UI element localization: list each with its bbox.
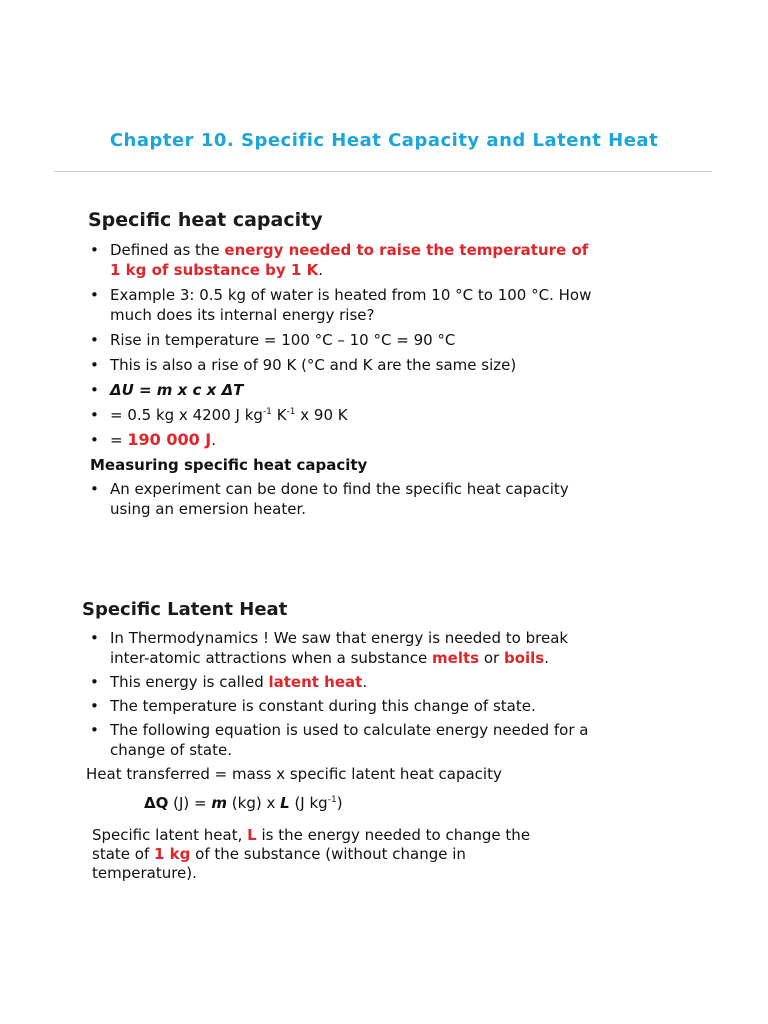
bullet-example: • Example 3: 0.5 kg of water is heated from 10 °C to 100 °C. How much does its internal energy rise? <box>82 285 602 325</box>
bullet-list <box>82 628 602 760</box>
title-divider <box>54 171 712 172</box>
section-heading: Specific Latent Heat <box>82 599 288 620</box>
bullet-rise-temperature: • Rise in temperature = 100 °C – 10 °C = 90 °C <box>82 330 602 350</box>
measuring-subheading: Measuring specific heat capacity <box>90 456 368 474</box>
bullet-list-measuring <box>82 479 602 519</box>
bullet-formula: • ΔU = m x c x ΔT <box>82 380 602 400</box>
latent-heat-definition: Specific latent heat, L is the energy needed to change the state of 1 kg of the substance (without change in temperature). <box>92 826 531 882</box>
bullet-equation-intro: • The following equation is used to calculate energy needed for a change of state. <box>82 720 602 760</box>
bullet-definition: • Defined as the energy needed to raise the temperature of 1 kg of substance by 1 K. <box>82 240 602 280</box>
bullet-experiment: • An experiment can be done to find the specific heat capacity using an emersion heater. <box>82 479 602 519</box>
section-heading: Specific heat capacity <box>88 209 323 231</box>
bullet-latent-heat: • This energy is called latent heat. <box>82 672 602 692</box>
bullet-constant-temperature: • The temperature is constant during this change of state. <box>82 696 602 716</box>
latent-heat-section <box>82 596 602 883</box>
bullet-list <box>82 240 602 450</box>
bullet-result: • = 190 000 J. <box>82 430 602 450</box>
heat-transferred-line: Heat transferred = mass x specific latent heat capacity <box>86 765 502 783</box>
bullet-calculation: • = 0.5 kg x 4200 J $kg^{-1}$ $K^{-1}$ x 90 K <box>82 405 602 425</box>
chapter-title: Chapter 10. Specific Heat Capacity and Latent Heat <box>109 130 659 151</box>
bullet-rise-kelvin: • This is also a rise of 90 K (°C and K are the same size) <box>82 355 602 375</box>
specific-heat-section <box>82 206 602 524</box>
bullet-thermodynamics: • In Thermodynamics ! We saw that energy is needed to break inter-atomic attractions when a substance melts or boils. <box>82 628 602 668</box>
latent-heat-equation: ΔQ (J) = m (kg) x L (J $kg^{-1}$) <box>144 794 343 812</box>
